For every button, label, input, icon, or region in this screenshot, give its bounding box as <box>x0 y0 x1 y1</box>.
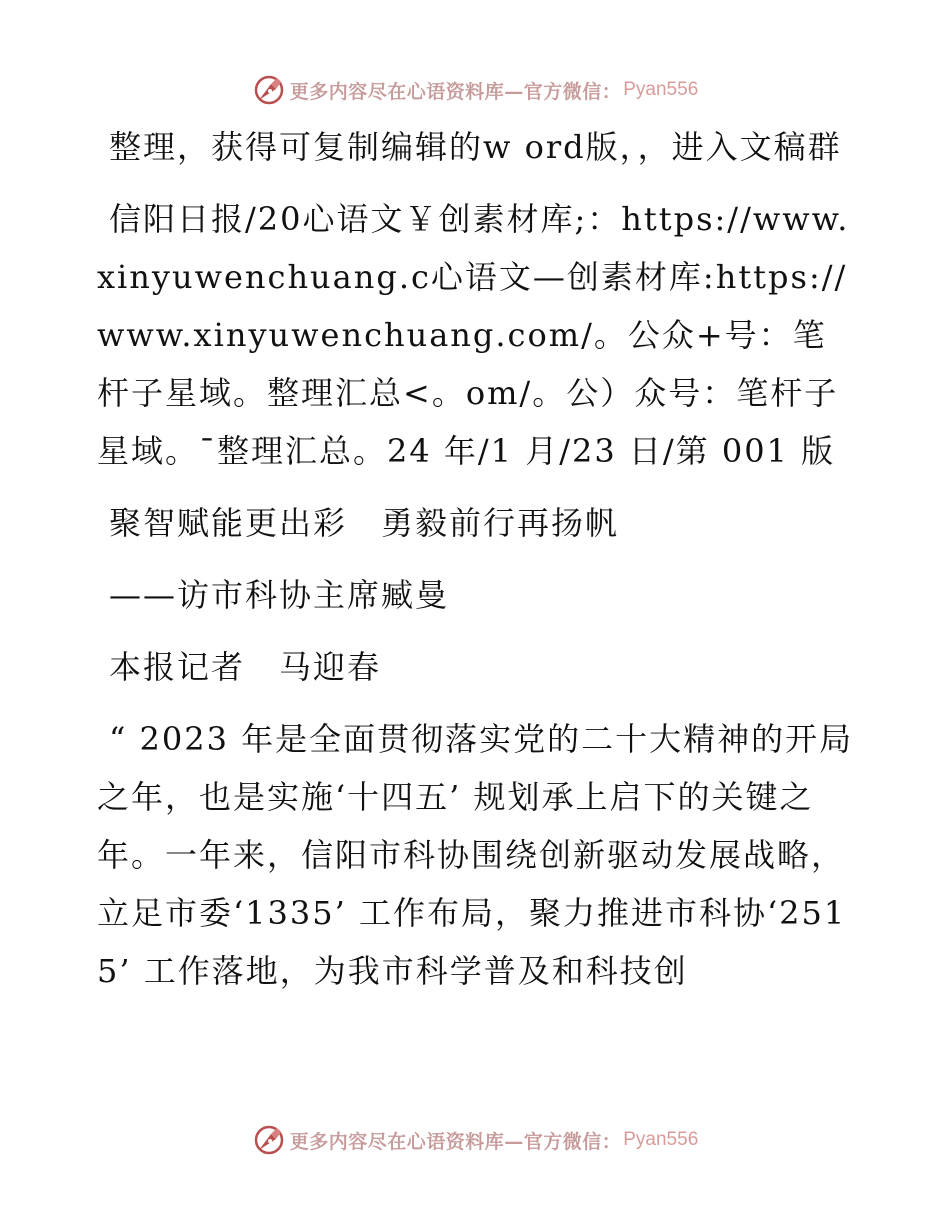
header-watermark-banner <box>0 70 950 110</box>
source-info-paragraph: 信阳日报/20心语文￥创素材库;：https://www.xinyuwenchuang.c心语文—创素材库:https://www.xinyuwenchuang.com/。公众+号：笔杆子星域。整理汇总<。om/。公）众号：笔杆子星域。¯整理汇总。24 年/1 月/23 日/第 001 版 <box>97 200 850 470</box>
article-byline: 本报记者 马迎春 <box>109 648 382 686</box>
footer-watermark-banner <box>0 1120 950 1160</box>
pen-nib-logo-icon <box>252 73 286 107</box>
article-body-paragraph: “ 2023 年是全面贯彻落实党的二十大精神的开局之年，也是实施‘十四五’ 规划承上启下的关键之年。一年来，信阳市科协围绕创新驱动发展战略，立足市委‘1335’ 工作布局，聚力推进市科协‘2515’ 工作落地，为我市科学普及和科技创 <box>97 720 854 990</box>
watermark-wechat-id: Pyan556 <box>623 79 699 100</box>
watermark-text: 更多内容尽在心语资料库—官方微信： <box>289 80 622 103</box>
watermark-text: 更多内容尽在心语资料库—官方微信： <box>289 1130 622 1153</box>
watermark-wechat-id: Pyan556 <box>623 1129 699 1150</box>
intro-paragraph: 整理，获得可复制编辑的w ord版，，进入文稿群 <box>109 128 842 166</box>
article-subheadline: ——访市科协主席臧曼 <box>109 576 450 614</box>
pen-nib-logo-icon <box>252 1123 286 1157</box>
document-body <box>97 118 857 1014</box>
article-headline: 聚智赋能更出彩 勇毅前行再扬帆 <box>109 504 620 542</box>
